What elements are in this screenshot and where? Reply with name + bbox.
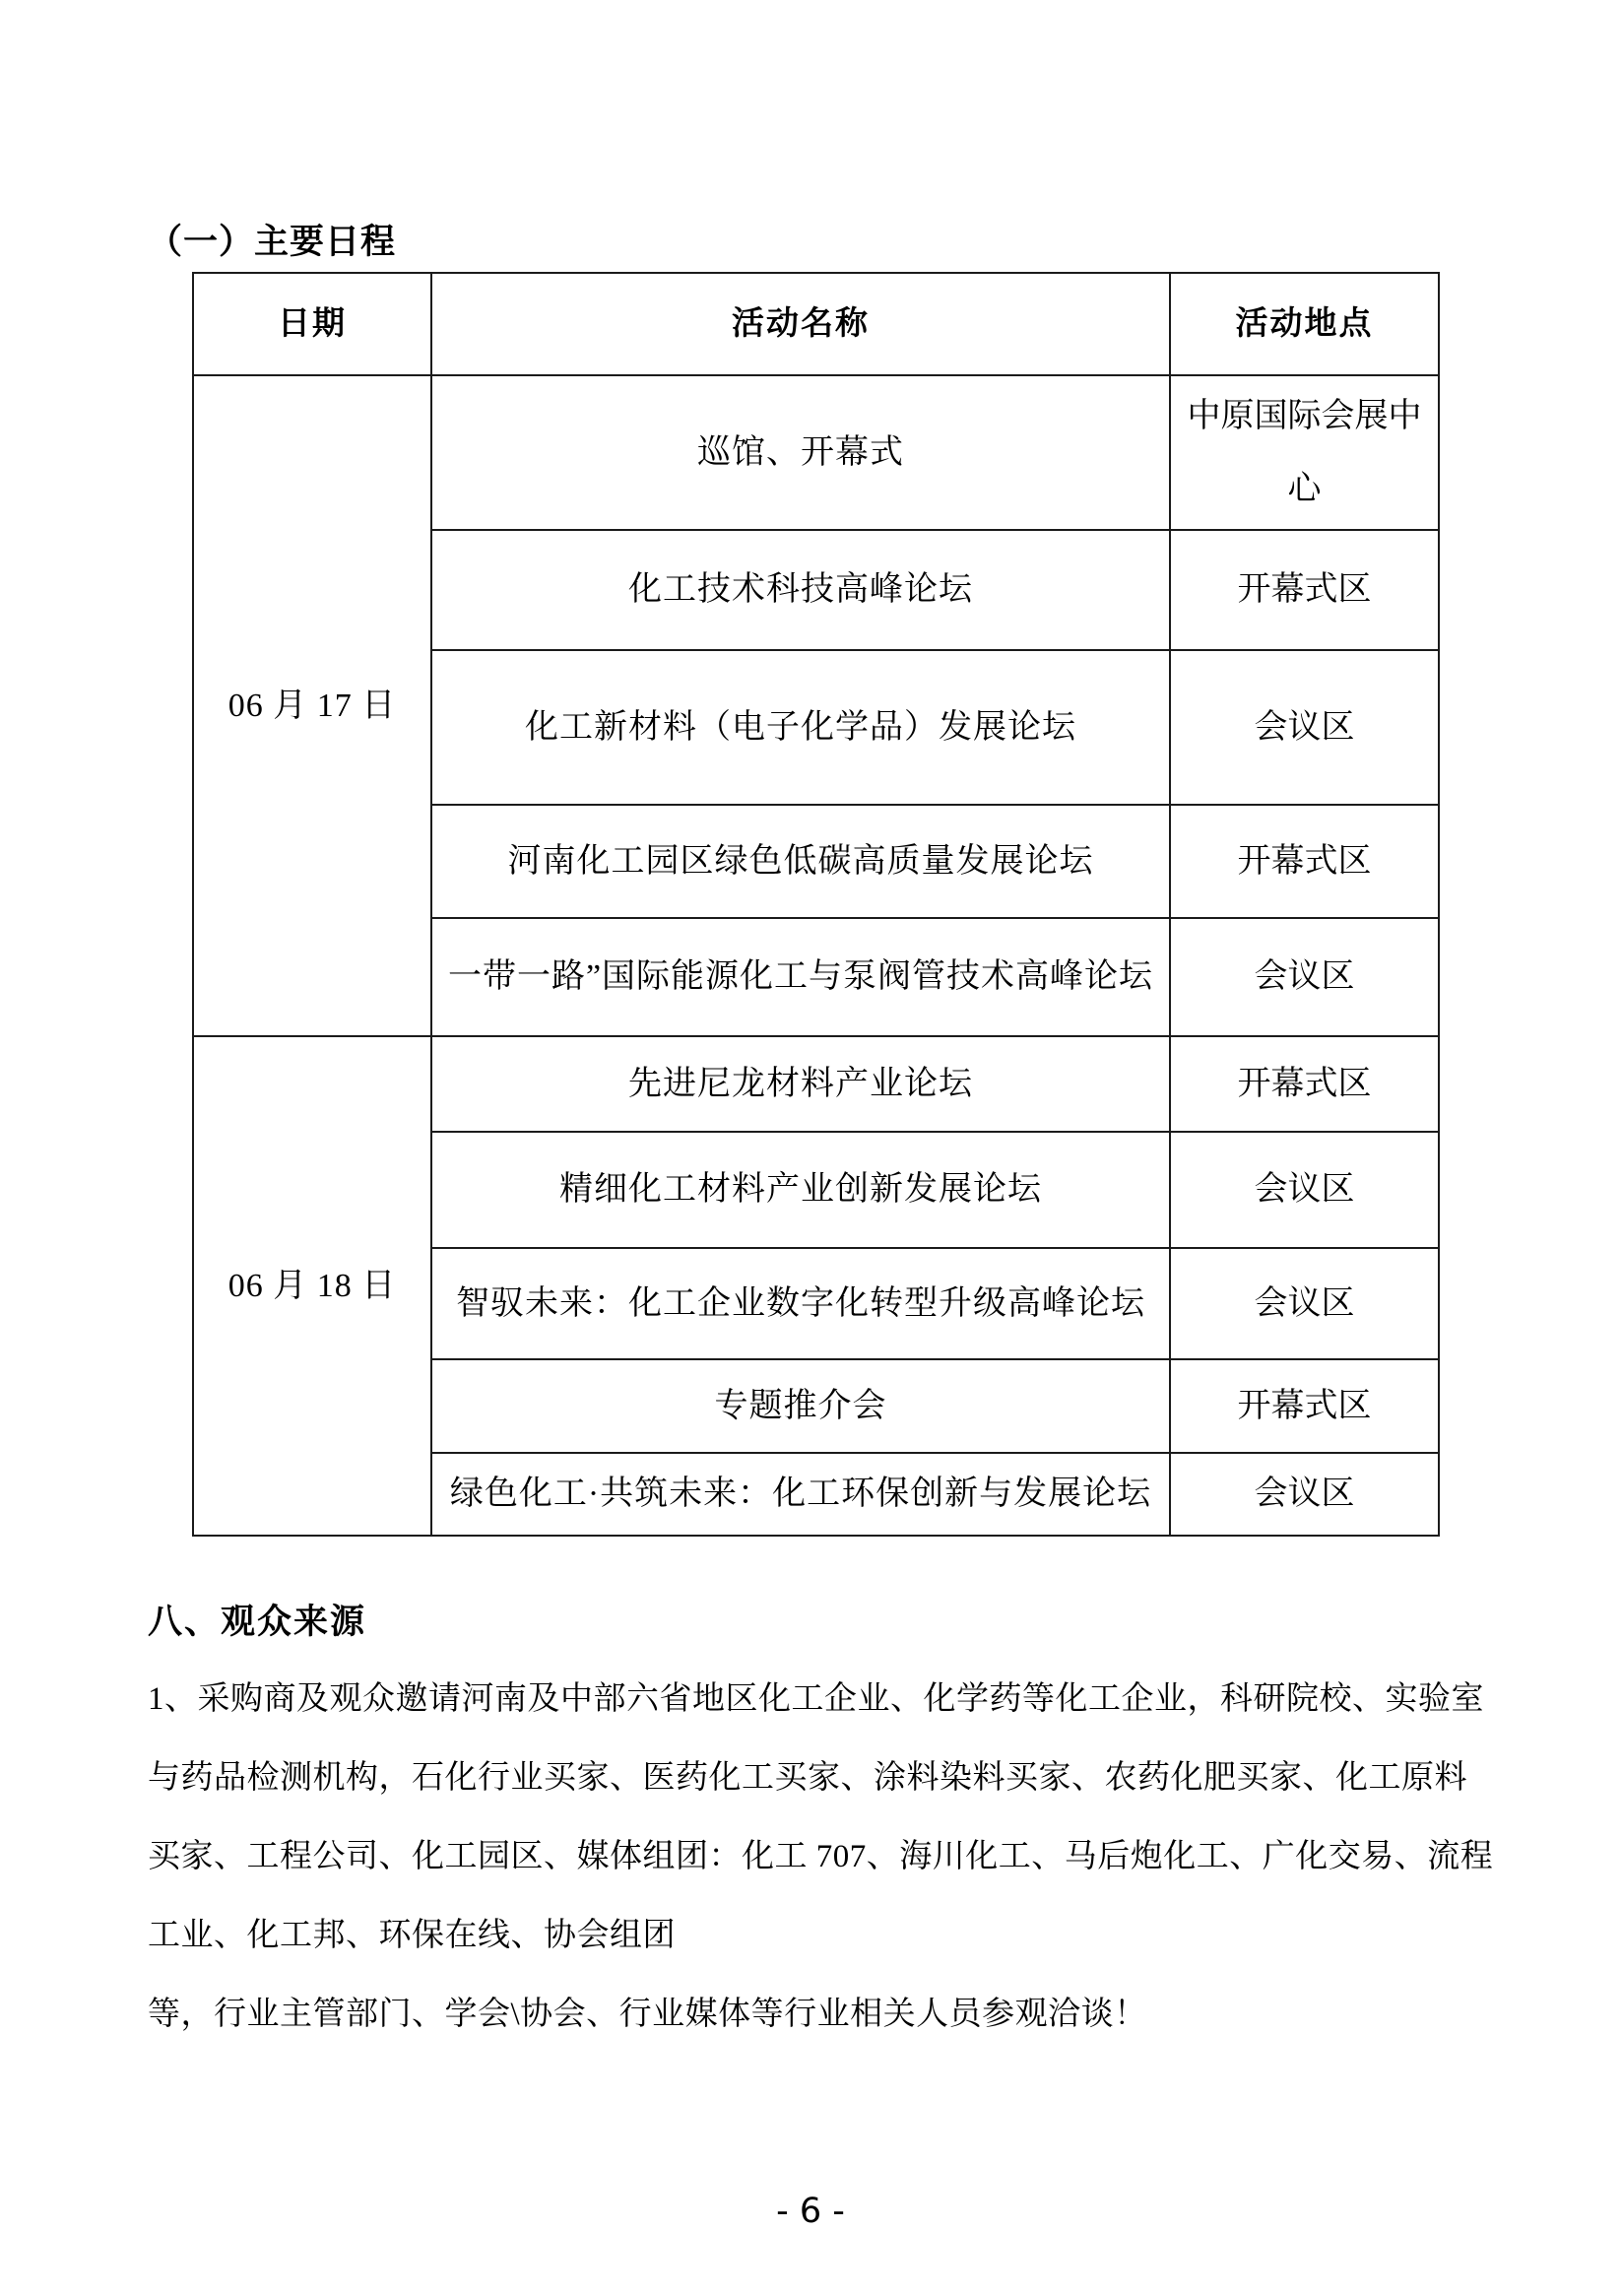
- activity-name-cell: 河南化工园区绿色低碳高质量发展论坛: [431, 805, 1170, 918]
- table-row: [193, 375, 1439, 530]
- activity-location-cell: 会议区: [1170, 1453, 1439, 1536]
- activity-location-cell: 开幕式区: [1170, 1036, 1439, 1132]
- schedule-table: [192, 272, 1440, 1537]
- page-number: - 6 -: [776, 2192, 845, 2231]
- section-heading-audience-source: 八、观众来源: [148, 1603, 367, 1641]
- activity-location-cell: 中原国际会展中心: [1170, 375, 1439, 530]
- activity-name-cell: 专题推介会: [431, 1359, 1170, 1453]
- section-heading-main-schedule: （一）主要日程: [148, 223, 397, 261]
- col-header-activity-location: 活动地点: [1170, 273, 1439, 375]
- activity-name-cell: 化工技术科技高峰论坛: [431, 530, 1170, 650]
- activity-location-cell: 会议区: [1170, 1132, 1439, 1248]
- activity-name-cell: 巡馆、开幕式: [431, 375, 1170, 530]
- paragraph-line: 买家、工程公司、化工园区、媒体组团：化工 707、海川化工、马后炮化工、广化交易、流程: [148, 1839, 1494, 1874]
- paragraph-line: 等，行业主管部门、学会\协会、行业媒体等行业相关人员参观洽谈！: [148, 1997, 1147, 2032]
- activity-name-cell: 智驭未来：化工企业数字化转型升级高峰论坛: [431, 1248, 1170, 1359]
- table-header-row: [193, 273, 1439, 375]
- paragraph-line: 1、采购商及观众邀请河南及中部六省地区化工企业、化学药等化工企业，科研院校、实验室: [148, 1681, 1484, 1717]
- activity-name-cell: 化工新材料（电子化学品）发展论坛: [431, 650, 1170, 805]
- col-header-date: 日期: [193, 273, 431, 375]
- activity-location-cell: 开幕式区: [1170, 805, 1439, 918]
- paragraph-line: 与药品检测机构，石化行业买家、医药化工买家、涂料染料买家、农药化肥买家、化工原料: [148, 1760, 1467, 1796]
- date-cell-june-18: 06 月 18 日: [193, 1036, 431, 1536]
- activity-name-cell: 一带一路”国际能源化工与泵阀管技术高峰论坛: [431, 918, 1170, 1036]
- table-row: [193, 1036, 1439, 1132]
- activity-name-cell: 精细化工材料产业创新发展论坛: [431, 1132, 1170, 1248]
- activity-location-cell: 开幕式区: [1170, 530, 1439, 650]
- paragraph-line: 工业、化工邦、环保在线、协会组团: [148, 1918, 676, 1953]
- activity-name-cell: 绿色化工·共筑未来：化工环保创新与发展论坛: [431, 1453, 1170, 1536]
- activity-name-cell: 先进尼龙材料产业论坛: [431, 1036, 1170, 1132]
- date-cell-june-17: 06 月 17 日: [193, 375, 431, 1036]
- activity-location-cell: 会议区: [1170, 650, 1439, 805]
- activity-location-cell: 会议区: [1170, 918, 1439, 1036]
- audience-paragraph: [148, 1660, 1494, 2054]
- activity-location-cell: 开幕式区: [1170, 1359, 1439, 1453]
- activity-location-cell: 会议区: [1170, 1248, 1439, 1359]
- col-header-activity-name: 活动名称: [431, 273, 1170, 375]
